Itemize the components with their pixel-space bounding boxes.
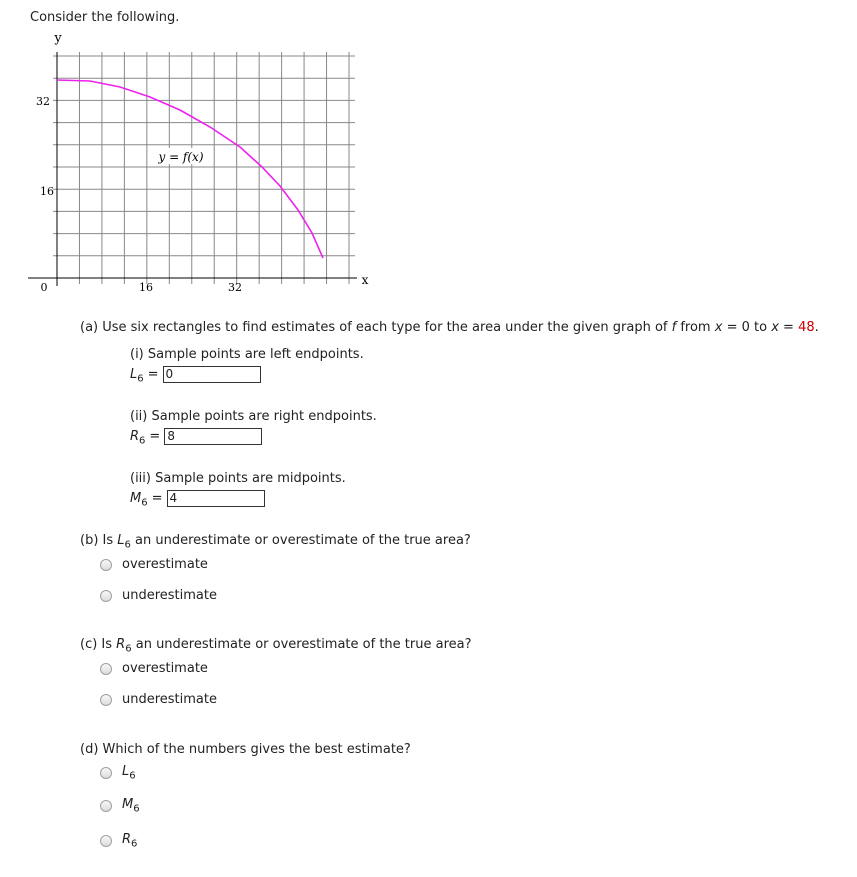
x-tick-32: 32 <box>228 281 242 294</box>
graph <box>0 0 380 310</box>
y-tick-16: 16 <box>40 185 54 198</box>
origin-label: 0 <box>40 281 48 294</box>
upper-limit: 48 <box>798 320 815 335</box>
radio-button[interactable] <box>100 559 112 571</box>
x-tick-16: 16 <box>139 281 153 294</box>
graph-grid <box>53 52 355 284</box>
part-c-option-overestimate[interactable]: overestimate <box>100 661 208 676</box>
m6-input[interactable]: 4 <box>167 490 265 507</box>
x-axis-label: x <box>361 273 369 287</box>
radio-button[interactable] <box>100 800 112 812</box>
curve-f <box>57 80 323 258</box>
part-b-question: (b) Is $L_6$ an underestimate or overestimate of the true area? <box>80 533 471 551</box>
radio-button[interactable] <box>100 767 112 779</box>
part-d-option-r6[interactable]: $R_6$ <box>100 832 137 850</box>
part-d-option-m6[interactable]: $M_6$ <box>100 797 140 815</box>
part-a-i-label: (i) Sample points are left endpoints. <box>130 347 364 362</box>
radio-button[interactable] <box>100 835 112 847</box>
part-b-option-underestimate[interactable]: underestimate <box>100 588 217 603</box>
y-axis-label: y <box>54 31 62 46</box>
midpoint-row: $M_6 = 4$ <box>130 490 265 509</box>
right-endpoint-row: $R_6 = 8$ <box>130 428 262 447</box>
part-a-iii-label: (iii) Sample points are midpoints. <box>130 471 346 486</box>
y-tick-32: 32 <box>36 95 50 108</box>
curve-label: y = f(x) <box>158 150 204 164</box>
part-d-question: (d) Which of the numbers gives the best estimate? <box>80 742 411 757</box>
part-a-ii-label: (ii) Sample points are right endpoints. <box>130 409 377 424</box>
part-c-option-underestimate[interactable]: underestimate <box>100 692 217 707</box>
radio-button[interactable] <box>100 590 112 602</box>
left-endpoint-row: $L_6 = 0$ <box>130 366 261 385</box>
r6-input[interactable]: 8 <box>164 428 262 445</box>
part-c-question: (c) Is $R_6$ an underestimate or overestimate of the true area? <box>80 637 472 655</box>
part-d-option-l6[interactable]: $L_6$ <box>100 764 136 782</box>
intro-text: Consider the following. <box>30 10 180 25</box>
radio-button[interactable] <box>100 663 112 675</box>
part-a-question: (a) Use six rectangles to find estimates of each type for the area under the given graph of f from x = 0 to x = 48. <box>80 320 819 335</box>
l6-input[interactable]: 0 <box>163 366 261 383</box>
radio-button[interactable] <box>100 694 112 706</box>
part-b-option-overestimate[interactable]: overestimate <box>100 557 208 572</box>
